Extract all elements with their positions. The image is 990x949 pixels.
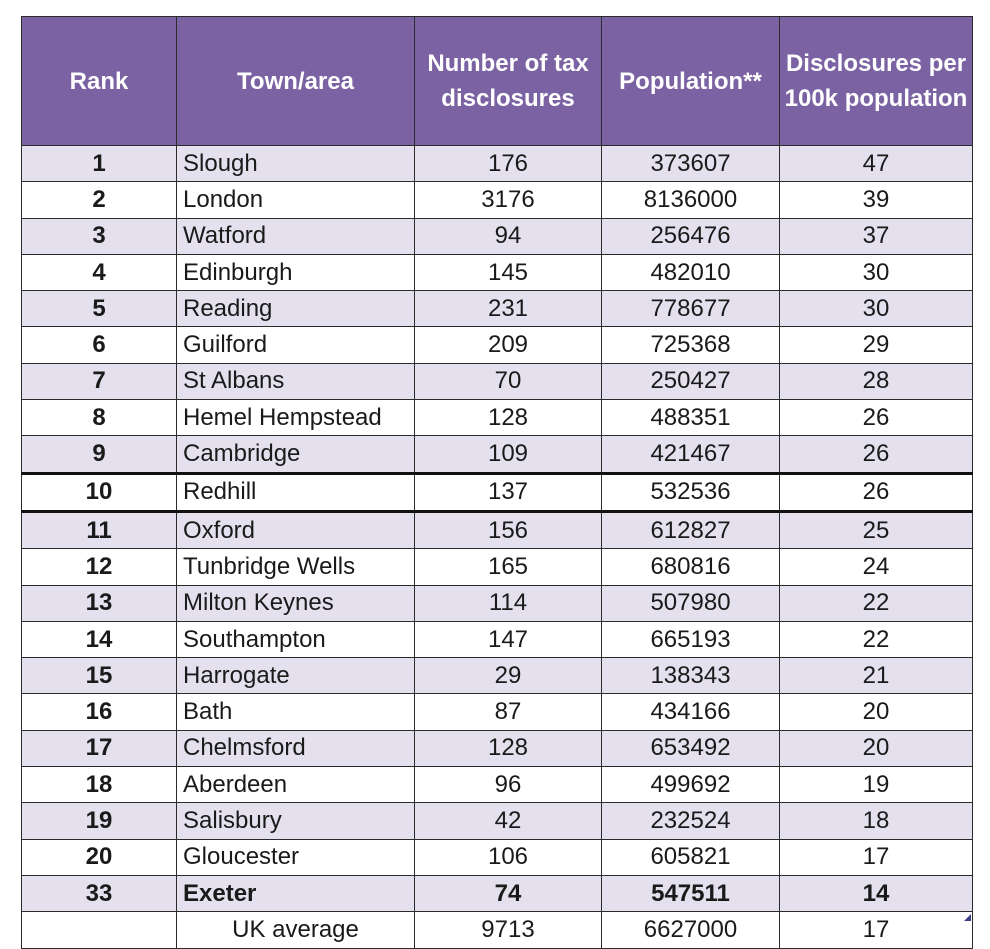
rank-cell: 13 (22, 585, 177, 621)
table-row (22, 182, 973, 218)
per100k-cell: 25 (780, 511, 973, 548)
rank-cell: 6 (22, 327, 177, 363)
header-population: Population** (602, 17, 780, 146)
town-cell: Southampton (177, 621, 415, 657)
table-header (22, 17, 973, 146)
rank-cell: 18 (22, 767, 177, 803)
table-row (22, 875, 973, 911)
per100k-cell: 26 (780, 400, 973, 436)
population-cell: 8136000 (602, 182, 780, 218)
tax-disclosures-table (21, 16, 973, 949)
table-row (22, 291, 973, 327)
per100k-cell: 18 (780, 803, 973, 839)
table-footer (22, 912, 973, 948)
town-cell: Redhill (177, 473, 415, 511)
per100k-cell: 30 (780, 254, 973, 290)
population-cell: 488351 (602, 400, 780, 436)
town-cell: Bath (177, 694, 415, 730)
table-row (22, 549, 973, 585)
table-row (22, 803, 973, 839)
per100k-cell: 37 (780, 218, 973, 254)
disclosures-cell: 165 (415, 549, 602, 585)
rank-cell: 8 (22, 400, 177, 436)
disclosures-cell: 209 (415, 327, 602, 363)
population-cell: 507980 (602, 585, 780, 621)
disclosures-cell: 156 (415, 511, 602, 548)
rank-cell: 14 (22, 621, 177, 657)
town-cell: Hemel Hempstead (177, 400, 415, 436)
per100k-cell: 14 (780, 875, 973, 911)
disclosures-cell: 70 (415, 363, 602, 399)
town-cell: Salisbury (177, 803, 415, 839)
per100k-cell: 30 (780, 291, 973, 327)
rank-cell: 1 (22, 146, 177, 182)
rank-cell: 19 (22, 803, 177, 839)
table-row (22, 473, 973, 511)
disclosures-cell: 231 (415, 291, 602, 327)
population-cell: 725368 (602, 327, 780, 363)
town-cell: Slough (177, 146, 415, 182)
average-per100k: 17 (780, 912, 973, 948)
population-cell: 482010 (602, 254, 780, 290)
disclosures-cell: 29 (415, 658, 602, 694)
population-cell: 778677 (602, 291, 780, 327)
per100k-cell: 26 (780, 473, 973, 511)
rank-cell: 5 (22, 291, 177, 327)
town-cell: Gloucester (177, 839, 415, 875)
population-cell: 612827 (602, 511, 780, 548)
table-row (22, 694, 973, 730)
rank-cell: 4 (22, 254, 177, 290)
town-cell: Aberdeen (177, 767, 415, 803)
table-row (22, 767, 973, 803)
disclosures-cell: 96 (415, 767, 602, 803)
population-cell: 421467 (602, 436, 780, 473)
per100k-cell: 22 (780, 585, 973, 621)
population-cell: 434166 (602, 694, 780, 730)
population-cell: 605821 (602, 839, 780, 875)
header-rank: Rank (22, 17, 177, 146)
per100k-cell: 26 (780, 436, 973, 473)
rank-cell: 20 (22, 839, 177, 875)
average-disclosures: 9713 (415, 912, 602, 948)
rank-cell: 2 (22, 182, 177, 218)
per100k-cell: 39 (780, 182, 973, 218)
table-row (22, 327, 973, 363)
town-cell: London (177, 182, 415, 218)
disclosures-cell: 137 (415, 473, 602, 511)
per100k-cell: 22 (780, 621, 973, 657)
per100k-cell: 20 (780, 730, 973, 766)
disclosures-cell: 114 (415, 585, 602, 621)
rank-cell: 3 (22, 218, 177, 254)
per100k-cell: 28 (780, 363, 973, 399)
disclosures-cell: 109 (415, 436, 602, 473)
town-cell: Reading (177, 291, 415, 327)
header-per100k: Disclosures per 100k population (780, 17, 973, 146)
population-cell: 499692 (602, 767, 780, 803)
population-cell: 547511 (602, 875, 780, 911)
town-cell: Milton Keynes (177, 585, 415, 621)
population-cell: 373607 (602, 146, 780, 182)
town-cell: Cambridge (177, 436, 415, 473)
town-cell: Watford (177, 218, 415, 254)
rank-cell: 9 (22, 436, 177, 473)
table-row (22, 363, 973, 399)
population-cell: 680816 (602, 549, 780, 585)
rank-cell: 12 (22, 549, 177, 585)
resize-handle-icon (964, 914, 971, 921)
disclosures-cell: 74 (415, 875, 602, 911)
table-row (22, 254, 973, 290)
rank-cell: 7 (22, 363, 177, 399)
table-row (22, 146, 973, 182)
header-town: Town/area (177, 17, 415, 146)
population-cell: 653492 (602, 730, 780, 766)
population-cell: 250427 (602, 363, 780, 399)
table-row (22, 621, 973, 657)
disclosures-cell: 3176 (415, 182, 602, 218)
per100k-cell: 24 (780, 549, 973, 585)
table-row (22, 839, 973, 875)
town-cell: Edinburgh (177, 254, 415, 290)
disclosures-cell: 145 (415, 254, 602, 290)
table-row (22, 585, 973, 621)
rank-cell: 11 (22, 511, 177, 548)
table-body (22, 146, 973, 912)
per100k-cell: 17 (780, 839, 973, 875)
average-row (22, 912, 973, 948)
average-label: UK average (177, 912, 415, 948)
table-row (22, 400, 973, 436)
table-row (22, 730, 973, 766)
disclosures-cell: 176 (415, 146, 602, 182)
per100k-cell: 20 (780, 694, 973, 730)
rank-cell: 10 (22, 473, 177, 511)
average-population: 6627000 (602, 912, 780, 948)
rank-cell: 15 (22, 658, 177, 694)
header-row (22, 17, 973, 146)
town-cell: Harrogate (177, 658, 415, 694)
disclosures-cell: 106 (415, 839, 602, 875)
table-row (22, 218, 973, 254)
population-cell: 138343 (602, 658, 780, 694)
town-cell: St Albans (177, 363, 415, 399)
per100k-cell: 29 (780, 327, 973, 363)
per100k-cell: 21 (780, 658, 973, 694)
disclosures-cell: 87 (415, 694, 602, 730)
town-cell: Guilford (177, 327, 415, 363)
average-rank-cell (22, 912, 177, 948)
disclosures-cell: 147 (415, 621, 602, 657)
town-cell: Oxford (177, 511, 415, 548)
table-row (22, 436, 973, 473)
disclosures-cell: 128 (415, 730, 602, 766)
rank-cell: 33 (22, 875, 177, 911)
header-disclosures: Number of tax disclosures (415, 17, 602, 146)
table-row (22, 511, 973, 548)
disclosures-cell: 128 (415, 400, 602, 436)
disclosures-cell: 42 (415, 803, 602, 839)
town-cell: Tunbridge Wells (177, 549, 415, 585)
rank-cell: 16 (22, 694, 177, 730)
per100k-cell: 19 (780, 767, 973, 803)
population-cell: 232524 (602, 803, 780, 839)
disclosures-cell: 94 (415, 218, 602, 254)
per100k-cell: 47 (780, 146, 973, 182)
town-cell: Exeter (177, 875, 415, 911)
population-cell: 256476 (602, 218, 780, 254)
population-cell: 532536 (602, 473, 780, 511)
population-cell: 665193 (602, 621, 780, 657)
table-row (22, 658, 973, 694)
rank-cell: 17 (22, 730, 177, 766)
town-cell: Chelmsford (177, 730, 415, 766)
